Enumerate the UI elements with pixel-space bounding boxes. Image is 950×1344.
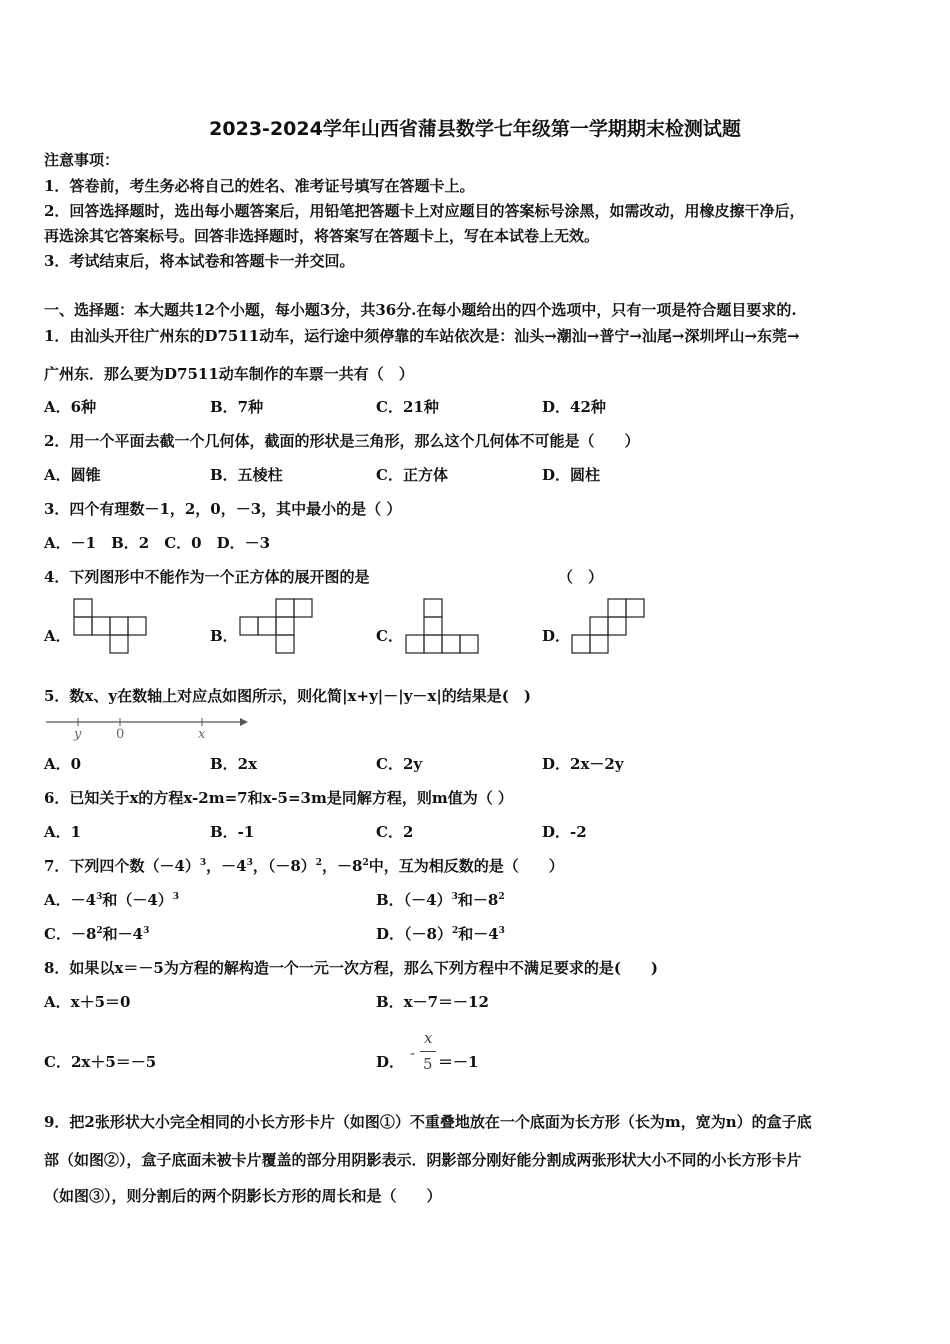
q7-stem: 7．下列四个数$(-4)^3$，$-4^3$，$(-8)^2$，$-8^2$中，互为相反数的是（ ） [44,857,564,875]
q2-option-b: B．五棱柱 [210,466,283,484]
q8-option-d-rest: ＝－1 [438,1053,479,1071]
q4-option-d: D． [542,627,571,645]
q6-option-b: B．-1 [210,823,255,841]
notice-heading: 注意事项： [44,151,120,169]
q7-option-d: D．$(-8)^2$和$-4^3$ [376,925,505,943]
q8-option-b: B．x－7＝－12 [376,993,489,1011]
q9-stem-line3: （如图③），则分割后的两个阴影长方形的周长和是（ ） [44,1187,442,1205]
q4-option-c: C． [376,627,403,645]
q8-option-c: C．2x＋5＝－5 [44,1053,157,1071]
number-line-figure [44,716,254,742]
axis-label-y: y [74,727,82,742]
q6-stem: 6．已知关于x的方程x-2m=7和x-5=3m是同解方程，则m值为（ ） [44,789,513,807]
q5-option-c: C．2y [376,755,423,773]
q8-option-d-label: D． [376,1053,405,1071]
axis-label-zero: 0 [116,727,125,742]
q7-option-c: C．$-8^2$和$-4^3$ [44,925,150,943]
q8-fraction-bar [420,1051,436,1052]
q3-stem: 3．四个有理数－1，2，0，－3，其中最小的是（ ） [44,500,402,518]
axis-label-x: x [198,727,206,742]
notice-item: 3．考试结束后，将本试卷和答题卡一并交回。 [44,252,355,270]
q8-fraction-minus: - [410,1044,416,1062]
notice-item: 再选涂其它答案标号。回答非选择题时，将答案写在答题卡上，写在本试卷上无效。 [44,227,600,245]
cube-net-figure-d [568,597,648,655]
q7-option-a: A．$-4^3$和$(-4)^3$ [44,891,180,909]
cube-net-figure-c [402,597,482,655]
q1-stem-line1: 1．由汕头开往广州东的D7511动车，运行途中须停靠的车站依次是：汕头→潮汕→普宁→汕尾→深圳坪山→东莞→ [44,327,800,345]
q4-option-a: A． [44,627,71,645]
q3-options: A．－1 B．2 C．0 D．－3 [44,534,271,552]
q5-option-d: D．2x－2y [542,755,624,773]
q2-stem: 2．用一个平面去截一个几何体，截面的形状是三角形，那么这个几何体不可能是（ ） [44,432,640,450]
q1-option-a: A．6种 [44,398,97,416]
q2-option-d: D．圆柱 [542,466,601,484]
q8-stem: 8．如果以x＝－5为方程的解构造一个一元一次方程，那么下列方程中不满足要求的是( ) [44,959,659,977]
cube-net-figure-b [236,597,316,655]
section-heading: 一、选择题：本大题共12个小题，每小题3分，共36分.在每小题给出的四个选项中，只有一项是符合题目要求的. [44,301,797,319]
notice-item: 2．回答选择题时，选出每小题答案后，用铅笔把答题卡上对应题目的答案标号涂黑，如需改动，用橡皮擦干净后， [44,202,805,220]
q8-fraction-denominator: 5 [423,1055,433,1073]
q2-option-c: C．正方体 [376,466,448,484]
q4-option-b: B． [210,627,238,645]
q1-option-b: B．7种 [210,398,264,416]
q1-option-c: C．21种 [376,398,439,416]
q6-option-a: A．1 [44,823,82,841]
q1-stem-line2: 广州东．那么要为D7511动车制作的车票一共有（ ） [44,365,414,383]
q9-stem-line2: 部（如图②），盒子底面未被卡片覆盖的部分用阴影表示．阴影部分刚好能分割成两张形状大小不同的小长方形卡片 [44,1151,802,1169]
q1-option-d: D．42种 [542,398,606,416]
q8-fraction-numerator: x [424,1029,433,1047]
q8-option-a: A．x＋5＝0 [44,993,131,1011]
q6-option-d: D．-2 [542,823,587,841]
q4-stem: 4．下列图形中不能作为一个正方体的展开图的是 [44,568,370,586]
q4-answer-paren: （ ） [558,568,604,586]
q2-option-a: A．圆锥 [44,466,101,484]
q6-option-c: C．2 [376,823,414,841]
q9-stem-line1: 9．把2张形状大小完全相同的小长方形卡片（如图①）不重叠地放在一个底面为长方形（长为m，宽为n）的盒子底 [44,1113,812,1131]
cube-net-figure-a [70,597,150,655]
q5-option-a: A．0 [44,755,82,773]
q5-stem: 5．数x、y在数轴上对应点如图所示，则化简|x+y|－|y－x|的结果是( ) [44,687,532,705]
q5-option-b: B．2x [210,755,258,773]
page-title: 2023-2024学年山西省蒲县数学七年级第一学期期末检测试题 [209,118,741,140]
notice-item: 1．答卷前，考生务必将自己的姓名、准考证号填写在答题卡上。 [44,177,475,195]
q7-option-b: B．$(-4)^3$和$-8^2$ [376,891,505,909]
